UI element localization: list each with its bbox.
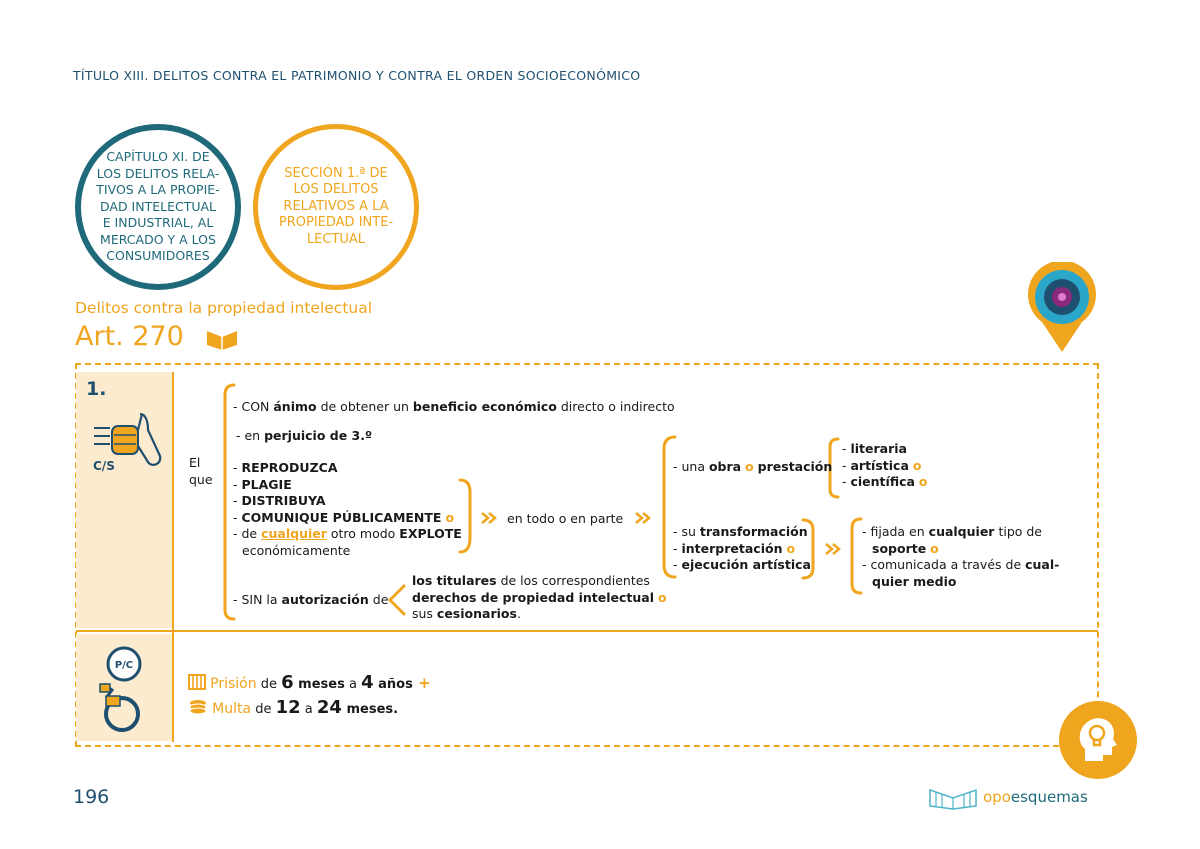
work-types: - literaria - artística o - científica o [842,441,928,489]
penalty-prison: Prisión de 6 meses a 4 años + [188,671,431,696]
verb-list: - REPRODUZCA - PLAGIE - DISTRIBUYA - COMUNIQUE PÚBLICAMENTE o - de cualquier otro modo EXPLOTE económicamente [233,460,462,558]
article-title: Art. 270 [75,321,184,352]
object-obra: - una obra o prestación [673,459,833,474]
topic-title: Delitos contra la propiedad intelectual [75,299,373,317]
brand-book-icon [928,786,978,810]
penalty-fine: Multa de 12 a 24 meses. [188,696,431,721]
page-number: 196 [73,786,110,808]
object-derived: - su transformación - interpretación o - ejecución artística [673,524,811,572]
condition-perjuicio: - en perjuicio de 3.º [236,428,373,443]
bulb-head-icon [1057,699,1139,781]
coins-icon [188,699,208,715]
section-text: SECCIÓN 1.ª DE LOS DELITOS RELATIVOS A LA PROPIEDAD INTE- LECTUAL [278,165,394,247]
prison-icon [188,674,206,690]
pc-label: P/C [114,660,134,671]
point-number: 1. [86,378,107,400]
rights-holders: los titulares de los correspondientes derechos de propiedad intelectual o sus cesionarios. [412,573,667,621]
condition-autorizacion: - SIN la autorización de [233,592,389,607]
cs-label: C/S [93,459,115,473]
page-title: TÍTULO XIII. DELITOS CONTRA EL PATRIMONIO Y CONTRA EL ORDEN SOCIOECONÓMICO [73,68,641,83]
support-conditions: - fijada en cualquier tipo de soporte o - comunicada a través de cual- quier medio [862,524,1060,589]
brand-name: opoesquemas [983,788,1088,806]
penalty-block [188,671,431,721]
subject-label: El que [189,455,213,487]
scope-text: en todo o en parte [507,511,624,526]
chapter-text: CAPÍTULO XI. DE LOS DELITOS RELA- TIVOS A LA PROPIE- DAD INTELECTUAL E INDUSTRIAL, AL MERCADO Y A LOS CONSUMIDORES [96,149,220,264]
condition-animo: - CON ánimo de obtener un beneficio económico directo o indirecto [233,399,675,414]
